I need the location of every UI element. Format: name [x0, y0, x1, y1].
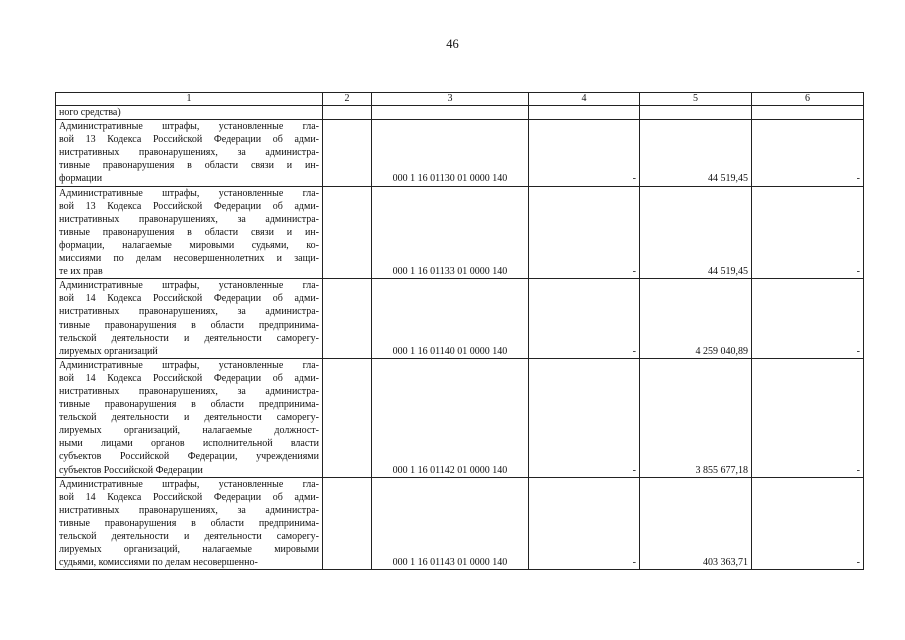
row-col-6: - [752, 120, 864, 186]
row-col-6: - [752, 358, 864, 477]
table-row [56, 120, 864, 186]
row-col-4: - [529, 120, 640, 186]
row-amount: 4 259 040,89 [640, 279, 752, 359]
row-name-line: тельской деятельности и деятельности саморегу- [59, 332, 319, 344]
row-name-line: тивные правонарушения в области предпринима- [59, 319, 319, 331]
table-row [56, 279, 864, 359]
row-name-line: субъектов Российской Федерации [59, 464, 203, 476]
row-amount: 44 519,45 [640, 120, 752, 186]
row-name-line: нистративных правонарушениях, за администра- [59, 213, 319, 225]
row-name-line: нистративных правонарушениях, за администра- [59, 385, 319, 397]
row-col-4: - [529, 477, 640, 570]
row-code: 000 1 16 01130 01 0000 140 [372, 120, 529, 186]
row-name-line: тивные правонарушения в области предпринима- [59, 399, 319, 411]
row-name-line: вой 13 Кодекса Российской Федерации об адми- [59, 200, 319, 212]
row-name-line: формации [59, 173, 103, 185]
row-name-line: судьями, комиссиями по делам несовершенно- [59, 557, 258, 569]
header-col-4: 4 [529, 93, 640, 106]
row-name-line: лируемых организаций, налагаемые должност- [59, 425, 319, 437]
empty-cell [752, 106, 864, 120]
table-row [56, 477, 864, 570]
row-amount: 3 855 677,18 [640, 358, 752, 477]
row-col-6: - [752, 279, 864, 359]
page-number: 46 [446, 37, 459, 51]
row-name-line: тивные правонарушения в области связи и ин- [59, 160, 319, 172]
row-name-line: нистративных правонарушениях, за администра- [59, 504, 319, 516]
row-col-4: - [529, 186, 640, 279]
header-col-6: 6 [752, 93, 864, 106]
header-col-2: 2 [323, 93, 372, 106]
table-row [56, 186, 864, 279]
row-name-line: вой 13 Кодекса Российской Федерации об адми- [59, 134, 319, 146]
empty-cell [323, 106, 372, 120]
budget-table [55, 92, 864, 570]
row-name-line: формации, налагаемые мировыми судьями, ко- [59, 239, 319, 251]
row-name-line: Административные штрафы, установленные гла- [59, 121, 319, 133]
row-name-line: Административные штрафы, установленные гла- [59, 359, 319, 371]
row-col-2 [323, 120, 372, 186]
row-col-2 [323, 279, 372, 359]
row-col-6: - [752, 186, 864, 279]
header-col-3: 3 [372, 93, 529, 106]
header-col-1: 1 [56, 93, 323, 106]
row-code: 000 1 16 01142 01 0000 140 [372, 358, 529, 477]
empty-cell [372, 106, 529, 120]
row-code: 000 1 16 01133 01 0000 140 [372, 186, 529, 279]
row-name-line: вой 14 Кодекса Российской Федерации об адми- [59, 293, 319, 305]
row-name [56, 186, 323, 279]
row-col-4: - [529, 358, 640, 477]
row-name-line: лируемых организаций [59, 345, 158, 357]
row-name-line: тивные правонарушения в области предпринима- [59, 517, 319, 529]
row-col-4: - [529, 279, 640, 359]
row-code: 000 1 16 01143 01 0000 140 [372, 477, 529, 570]
row-col-2 [323, 186, 372, 279]
continuation-text: ного средства) [56, 106, 323, 120]
continuation-row [56, 106, 864, 120]
row-name-line: нистративных правонарушениях, за администра- [59, 306, 319, 318]
row-col-2 [323, 358, 372, 477]
row-name [56, 279, 323, 359]
row-name [56, 358, 323, 477]
row-name-line: вой 14 Кодекса Российской Федерации об адми- [59, 372, 319, 384]
row-name-line: субъектов Российской Федерации, учреждениями [59, 451, 319, 463]
row-name [56, 477, 323, 570]
header-row [56, 93, 864, 106]
empty-cell [640, 106, 752, 120]
row-name-line: тельской деятельности и деятельности саморегу- [59, 412, 319, 424]
row-name-line: миссиями по делам несовершеннолетних и защи- [59, 253, 319, 265]
row-code: 000 1 16 01140 01 0000 140 [372, 279, 529, 359]
row-name-line: ными лицами органов исполнительной власти [59, 438, 319, 450]
row-name-line: лируемых организаций, налагаемые мировыми [59, 544, 319, 556]
row-name-line: вой 14 Кодекса Российской Федерации об адми- [59, 491, 319, 503]
row-name-line: тивные правонарушения в области связи и ин- [59, 226, 319, 238]
table-row [56, 358, 864, 477]
row-name-line: нистративных правонарушениях, за администра- [59, 147, 319, 159]
table-body [56, 106, 864, 570]
row-name-line: Административные штрафы, установленные гла- [59, 478, 319, 490]
row-amount: 44 519,45 [640, 186, 752, 279]
row-amount: 403 363,71 [640, 477, 752, 570]
row-name-line: те их прав [59, 266, 103, 278]
row-name [56, 120, 323, 186]
empty-cell [529, 106, 640, 120]
row-col-6: - [752, 477, 864, 570]
row-name-line: Административные штрафы, установленные гла- [59, 187, 319, 199]
row-name-line: тельской деятельности и деятельности саморегу- [59, 531, 319, 542]
row-name-line: Административные штрафы, установленные гла- [59, 280, 319, 292]
row-col-2 [323, 477, 372, 570]
header-col-5: 5 [640, 93, 752, 106]
